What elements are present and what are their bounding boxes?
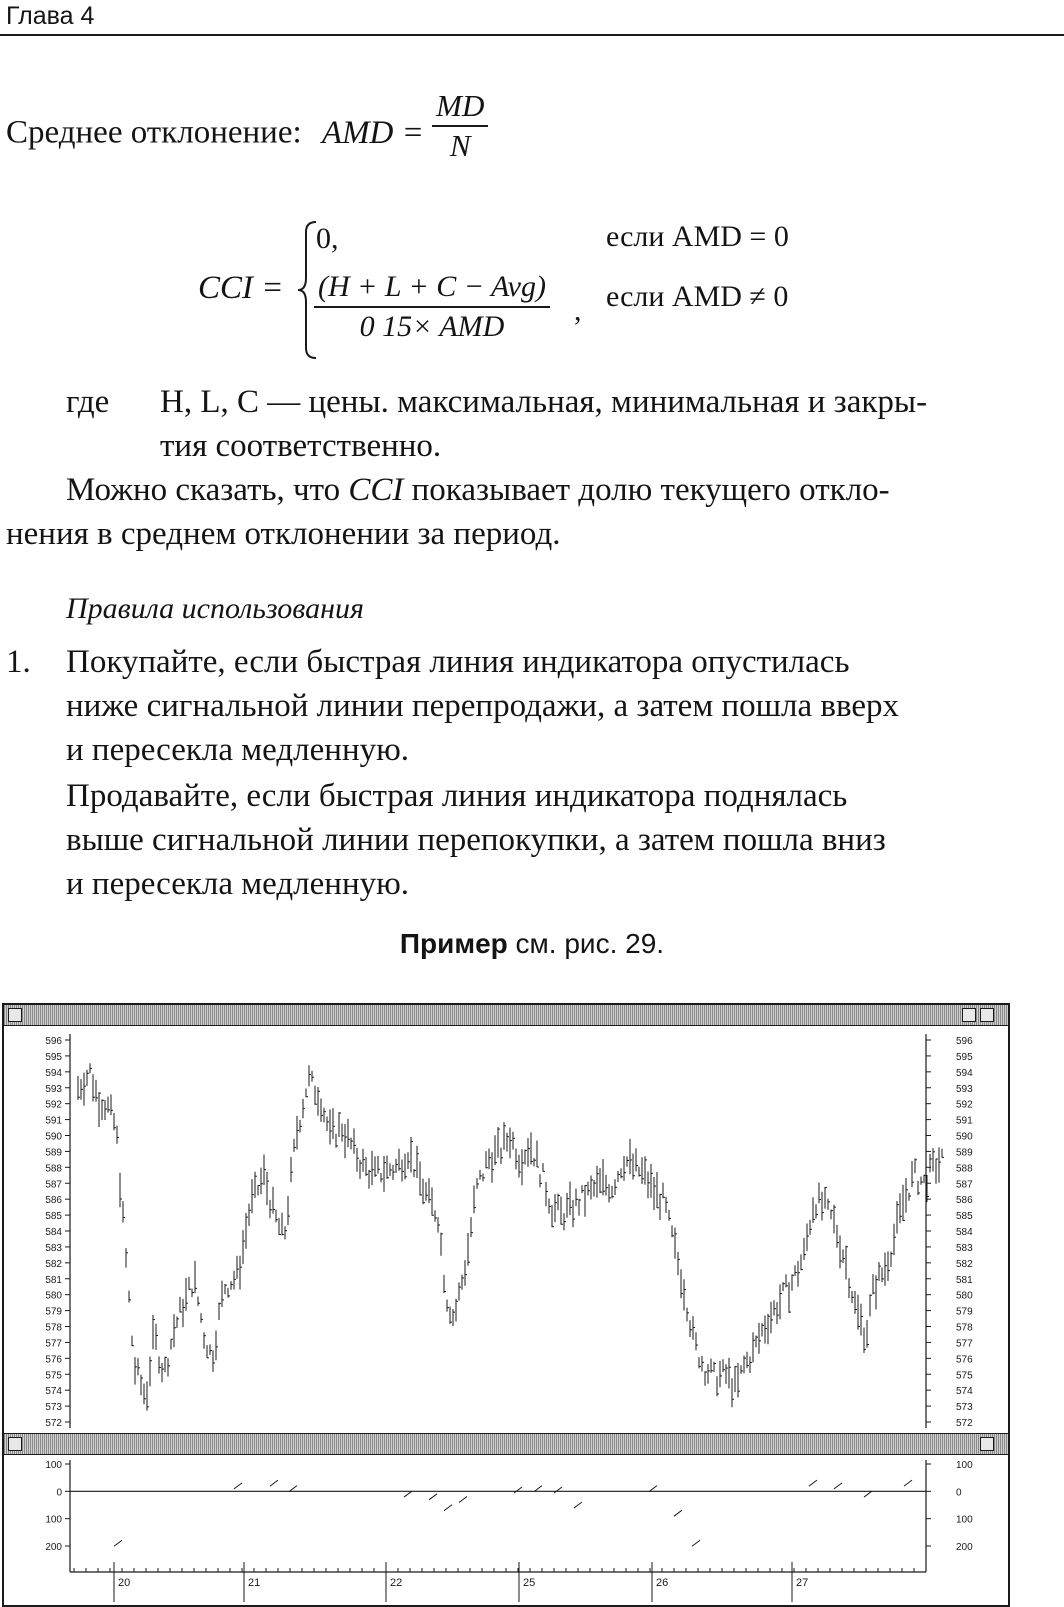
sell-rule-line: выше сигнальной линии перепокупки, а затем пошла вниз [66, 822, 886, 858]
y-tick-label-right: 573 [956, 1402, 973, 1414]
example-caption [0, 928, 1064, 960]
y-tick-label-right: 591 [956, 1115, 973, 1127]
cci-mark [574, 1502, 582, 1508]
chart-window [2, 1003, 1010, 1607]
amd-fraction [432, 87, 488, 165]
y-tick-label-right: 579 [956, 1306, 973, 1318]
maximize-icon[interactable] [980, 1008, 994, 1022]
rule-item-number: 1. [6, 644, 31, 680]
cci-mark [904, 1480, 912, 1486]
cci-mark [234, 1483, 242, 1489]
x-tick-label: 27 [796, 1577, 809, 1589]
x-tick-label: 26 [656, 1577, 669, 1589]
cci-mark [864, 1491, 872, 1497]
cci-mark [809, 1480, 817, 1486]
y-tick-label-right: 593 [956, 1083, 973, 1095]
buy-rule-line: Покупайте, если быстрая линия индикатора опустилась [66, 644, 850, 680]
indicator-pane-titlebar [4, 1433, 1008, 1455]
cci-chart [4, 1454, 1008, 1604]
cci-mark [834, 1483, 842, 1489]
sell-rule-line: Продавайте, если быстрая линия индикатора поднялась [66, 778, 848, 814]
y-tick-label-right: 578 [956, 1322, 973, 1334]
y-tick-label-right: 594 [956, 1067, 973, 1079]
y-tick-label-left: 596 [45, 1036, 62, 1047]
y-tick-label-right: 0 [956, 1487, 962, 1499]
y-tick-label-left: 572 [45, 1418, 62, 1429]
y-tick-label-left: 582 [45, 1258, 62, 1270]
cci-lhs: CCI = [198, 270, 284, 306]
cci-mark [289, 1486, 297, 1492]
y-tick-label-right: 572 [956, 1418, 973, 1429]
y-tick-label-left: 586 [45, 1195, 62, 1207]
where-line-1: H, L, C — цены. максимальная, минимальная и закры- [160, 384, 928, 420]
where-word: где [66, 384, 110, 420]
y-tick-label-left: 585 [45, 1211, 62, 1223]
system-menu-icon[interactable] [8, 1008, 22, 1022]
y-tick-label-left: 589 [45, 1147, 62, 1159]
y-tick-label-right: 589 [956, 1147, 973, 1159]
y-tick-label-left: 578 [45, 1322, 62, 1334]
maximize-icon[interactable] [980, 1437, 994, 1451]
y-tick-label-left: 575 [45, 1370, 62, 1382]
y-tick-label-left: 576 [45, 1354, 62, 1366]
y-tick-label-left: 580 [45, 1290, 62, 1302]
cci-mark [270, 1480, 278, 1486]
buy-rule [66, 640, 899, 772]
y-tick-label-right: 586 [956, 1195, 973, 1207]
price-chart [4, 1026, 1008, 1432]
y-tick-label-right: 100 [956, 1514, 973, 1526]
amd-lhs: AMD = [321, 114, 424, 151]
y-tick-label-right: 100 [956, 1460, 973, 1471]
example-rest: см. рис. 29. [507, 928, 665, 959]
y-tick-label-right: 596 [956, 1036, 973, 1047]
case2-condition: если AMD ≠ 0 [606, 280, 789, 313]
y-tick-label-left: 574 [45, 1386, 62, 1398]
case2-denominator: 0 15× AMD [314, 306, 550, 346]
y-tick-label-right: 577 [956, 1338, 973, 1350]
amd-denominator: N [432, 125, 488, 165]
case2-fraction [314, 268, 550, 346]
y-tick-label-left: 100 [45, 1514, 62, 1526]
y-tick-label-right: 583 [956, 1242, 973, 1254]
header-rule [0, 34, 1064, 36]
minimize-icon[interactable] [962, 1008, 976, 1022]
y-tick-label-right: 584 [956, 1227, 973, 1238]
case1-condition: если AMD = 0 [606, 220, 789, 253]
system-menu-icon[interactable] [8, 1437, 22, 1451]
cci-paragraph [6, 468, 890, 556]
chapter-header: Глава 4 [6, 2, 95, 30]
y-tick-label-left: 584 [45, 1227, 62, 1238]
y-tick-label-right: 574 [956, 1386, 973, 1398]
y-tick-label-left: 573 [45, 1402, 62, 1414]
cci-mark [444, 1505, 452, 1511]
case1-value: 0, [316, 222, 339, 255]
y-tick-label-left: 0 [56, 1487, 62, 1499]
price-pane-titlebar [4, 1005, 1008, 1026]
paragraph-line-1: Можно сказать, что CCI показывает долю текущего откло- [66, 472, 890, 508]
y-tick-label-left: 200 [45, 1542, 62, 1553]
y-tick-label-left: 583 [45, 1242, 62, 1254]
y-tick-label-left: 593 [45, 1083, 62, 1095]
cci-mark [514, 1487, 522, 1493]
buy-rule-line: и пересекла медленную. [66, 732, 410, 768]
case2-numerator: (H + L + C − Avg) [318, 270, 546, 303]
y-tick-label-left: 577 [45, 1338, 62, 1350]
y-tick-label-right: 575 [956, 1370, 973, 1382]
y-tick-label-left: 594 [45, 1067, 62, 1079]
y-tick-label-left: 592 [45, 1099, 62, 1111]
cci-mark [554, 1487, 562, 1493]
amd-numerator: MD [436, 88, 485, 123]
case2-comma: , [574, 294, 582, 327]
y-tick-label-right: 592 [956, 1099, 973, 1111]
y-tick-label-left: 100 [45, 1460, 62, 1471]
where-line-2: тия соответственно. [160, 428, 442, 464]
sell-rule [66, 774, 886, 906]
where-text [160, 380, 927, 468]
y-tick-label-right: 590 [956, 1131, 973, 1143]
cci-mark [674, 1510, 682, 1516]
cci-mark [459, 1497, 467, 1503]
y-tick-label-left: 579 [45, 1306, 62, 1318]
cci-mark [429, 1494, 437, 1500]
paragraph-line-2: нения в среднем отклонении за период. [6, 516, 561, 552]
y-tick-label-left: 588 [45, 1163, 62, 1175]
cci-mark [114, 1540, 122, 1546]
buy-rule-line: ниже сигнальной линии перепродажи, а затем пошла вверх [66, 688, 900, 724]
sell-rule-line: и пересекла медленную. [66, 866, 410, 902]
example-bold: Пример [399, 928, 508, 959]
cci-mark [692, 1540, 700, 1546]
y-tick-label-left: 595 [45, 1051, 62, 1063]
y-tick-label-left: 587 [45, 1179, 62, 1191]
y-tick-label-left: 591 [45, 1115, 62, 1127]
y-tick-label-right: 588 [956, 1163, 973, 1175]
x-tick-label: 21 [248, 1577, 261, 1589]
cci-formula [198, 212, 838, 362]
y-tick-label-right: 581 [956, 1274, 973, 1286]
y-tick-label-right: 585 [956, 1211, 973, 1223]
x-tick-label: 20 [118, 1577, 131, 1589]
y-tick-label-right: 587 [956, 1179, 973, 1191]
y-tick-label-right: 200 [956, 1542, 973, 1553]
cci-mark [404, 1491, 412, 1497]
x-tick-label: 22 [390, 1577, 403, 1589]
y-tick-label-right: 580 [956, 1290, 973, 1302]
y-tick-label-left: 590 [45, 1131, 62, 1143]
y-tick-label-right: 595 [956, 1051, 973, 1063]
cci-mark [649, 1486, 657, 1492]
x-tick-label: 25 [523, 1577, 536, 1589]
y-tick-label-left: 581 [45, 1274, 62, 1286]
y-tick-label-right: 582 [956, 1258, 973, 1270]
cci-mark [534, 1486, 542, 1492]
amd-label: Среднее отклонение: [6, 114, 302, 151]
rules-heading: Правила использования [66, 592, 364, 625]
amd-formula [6, 88, 488, 165]
y-tick-label-right: 576 [956, 1354, 973, 1366]
